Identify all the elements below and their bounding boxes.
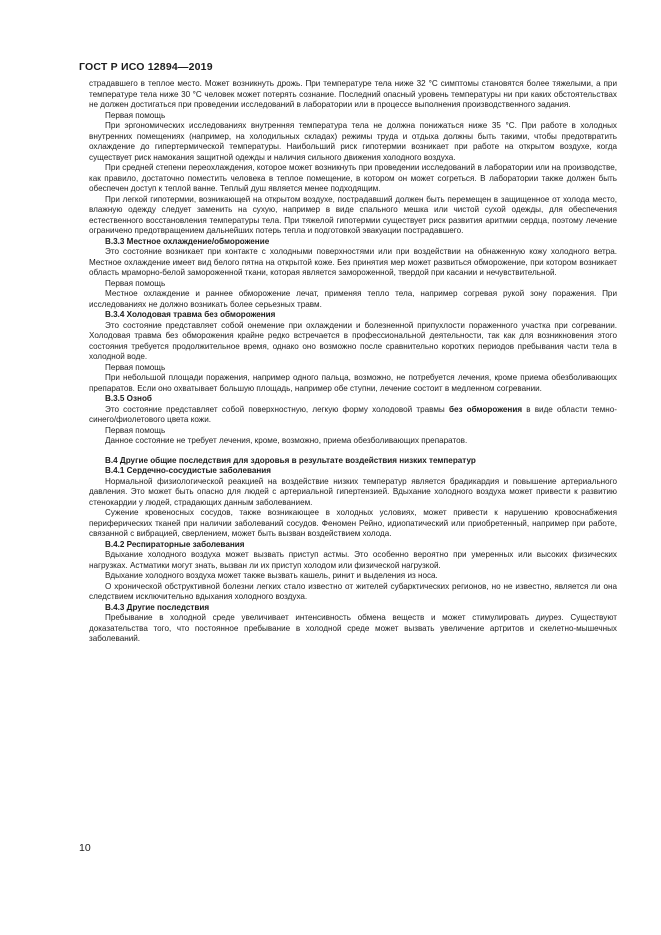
paragraph: Местное охлаждение и раннее обморожение лечат, применяя тепло тела, например согревая рукой зону поражения. При исследованиях не должно возникать более серьезных травм. xyxy=(89,289,617,309)
paragraph: При небольшой площади поражения, например одного пальца, возможно, не потребуется лечения, кроме приема обезболивающих препаратов. Если оно охватывает большую площадь, например обе ступни, лечение состоит в медленном согревании. xyxy=(89,373,617,393)
section-heading-b43: В.4.3 Другие последствия xyxy=(105,602,210,612)
paragraph: страдавшего в теплое место. Может возникнуть дрожь. При температуре тела ниже 32 °С симптомы становятся более тяжелыми, а при температуре тела ниже 30 °С человек может потерять сознание. Последний опасный уровень температуры ни при каких обстоятельствах не должен достигаться при проведении исследований в лаборатории или в процессе выполнения производственного задания. xyxy=(89,79,617,109)
subheading-first-aid: Первая помощь xyxy=(105,425,166,435)
paragraph: Пребывание в холодной среде увеличивает интенсивность обмена веществ и может стимулировать диурез. Существуют доказательства того, что постоянное пребывание в холодной среде может вызвать увеличение артритов и скелетно-мышечных заболеваний. xyxy=(89,613,617,643)
document-header: ГОСТ Р ИСО 12894—2019 xyxy=(79,61,213,73)
paragraph: При средней степени переохлаждения, которое может возникнуть при проведении исследований в лаборатории или на производстве, как правило, достаточно поместить человека в теплое помещение, в котором он может согреться. В лаборатории также должен быть обеспечен доступ к теплой ванне. Теплый душ является менее подходящим. xyxy=(89,163,617,193)
paragraph xyxy=(89,405,617,426)
page-number: 10 xyxy=(79,842,91,854)
section-heading-b34: В.3.4 Холодовая травма без обморожения xyxy=(105,310,276,319)
subheading-first-aid: Первая помощь xyxy=(105,110,166,120)
paragraph: Вдыхание холодного воздуха может также вызвать кашель, ринит и выделения из носа. xyxy=(105,571,438,580)
section-heading-b35: В.3.5 Озноб xyxy=(105,394,152,403)
paragraph: Нормальной физиологической реакцией на воздействие низких температур является брадикардия и повышение артериального давления. Это может быть опасно для людей с артериальной гипертензией. Вдыхание холодного воздуха может привести к развитию стенокардии у людей, страдающих данным заболеванием. xyxy=(89,476,617,507)
text-run: Это состояние представляет собой поверхностную, легкую форму холодовой травмы xyxy=(105,404,449,414)
paragraph: Это состояние возникает при контакте с холодными поверхностями или при воздействии на обнаженную кожу холодного ветра. Местное охлаждение имеет вид белого пятна на открытой коже. Без принятия мер может развиться обморожение, при котором возникает область мраморно-белой замороженной ткани, которая является замороженной, твердой при касании и нечувствительной. xyxy=(89,247,617,277)
paragraph: Данное состояние не требует лечения, кроме, возможно, приема обезболивающих препаратов. xyxy=(105,436,468,445)
subheading-first-aid: Первая помощь xyxy=(105,362,166,372)
paragraph: Вдыхание холодного воздуха может вызвать приступ астмы. Это особенно вероятно при умеренных или высоких физических нагрузках. Астматики могут знать, вызван ли их приступ холодом или физической нагрузкой. xyxy=(89,550,617,570)
paragraph: О хронической обструктивной болезни легких стало известно от жителей субарктических регионов, но не известно, является ли она следствием исключительно вдыхания холодного воздуха. xyxy=(89,581,617,601)
paragraph: При эргономических исследованиях внутренняя температура тела не должна понижаться ниже 35 °С. При работе в холодных внутренних помещениях (например, на холодильных складах) режимы труда и отдыха должны быть такими, чтобы предотвратить охлаждение до гипертермической температуры. Наибольший риск гипотермии возникает при работе на открытом воздухе, когда существует риск намокания защитной одежды и наличия сильного движения холодного воздуха. xyxy=(89,121,617,162)
text-run: в виде области темно-синего/фиолетового цвета кожи. xyxy=(89,404,618,424)
emphasis-text: без обморожения xyxy=(448,404,523,414)
subheading-first-aid: Первая помощь xyxy=(105,278,166,288)
section-heading-b33: В.3.3 Местное охлаждение/обморожение xyxy=(105,236,270,246)
paragraph: Это состояние представляет собой онемение при охлаждении и болезненной припухлости пораженного участка при согревании. Холодовая травма без обморожения крайне редко встречается в профессиональной деятельности, так как для возникновения этого состояния требуется продолжительное время, однако оно возможно после сравнительно коротких периодов пребывания части тела в холодной воде. xyxy=(89,320,617,361)
section-heading-b42: В.4.2 Респираторные заболевания xyxy=(105,539,245,549)
section-heading-b41: В.4.1 Сердечно-сосудистые заболевания xyxy=(105,466,272,475)
section-heading-b4: В.4 Другие общие последствия для здоровья в результате воздействия низких температур xyxy=(105,455,476,465)
document-body xyxy=(89,79,617,645)
paragraph: Сужение кровеносных сосудов, также возникающее в холодных условиях, может привести к нарушению кровоснабжения периферических тканей при наличии заболеваний сосудов. Феномен Рейно, идиопатический или приобретенный, например при работе, связанной с вибрацией, сверлением, может быть вызван воздействием холода. xyxy=(89,508,617,538)
paragraph: При легкой гипотермии, возникающей на открытом воздухе, пострадавший должен быть перемещен в защищенное от холода место, влажную одежду следует заменить на сухую, например в виде спального мешка или чистой сухой одежды, для обеспечения естественного восстановления температуры тела. При тяжелой гипотермии существует риск развития аритмии сердца, поэтому лечение ограничено предотвращением дальнейших потерь тепла и подготовкой эвакуации пострадавшего. xyxy=(89,194,617,235)
